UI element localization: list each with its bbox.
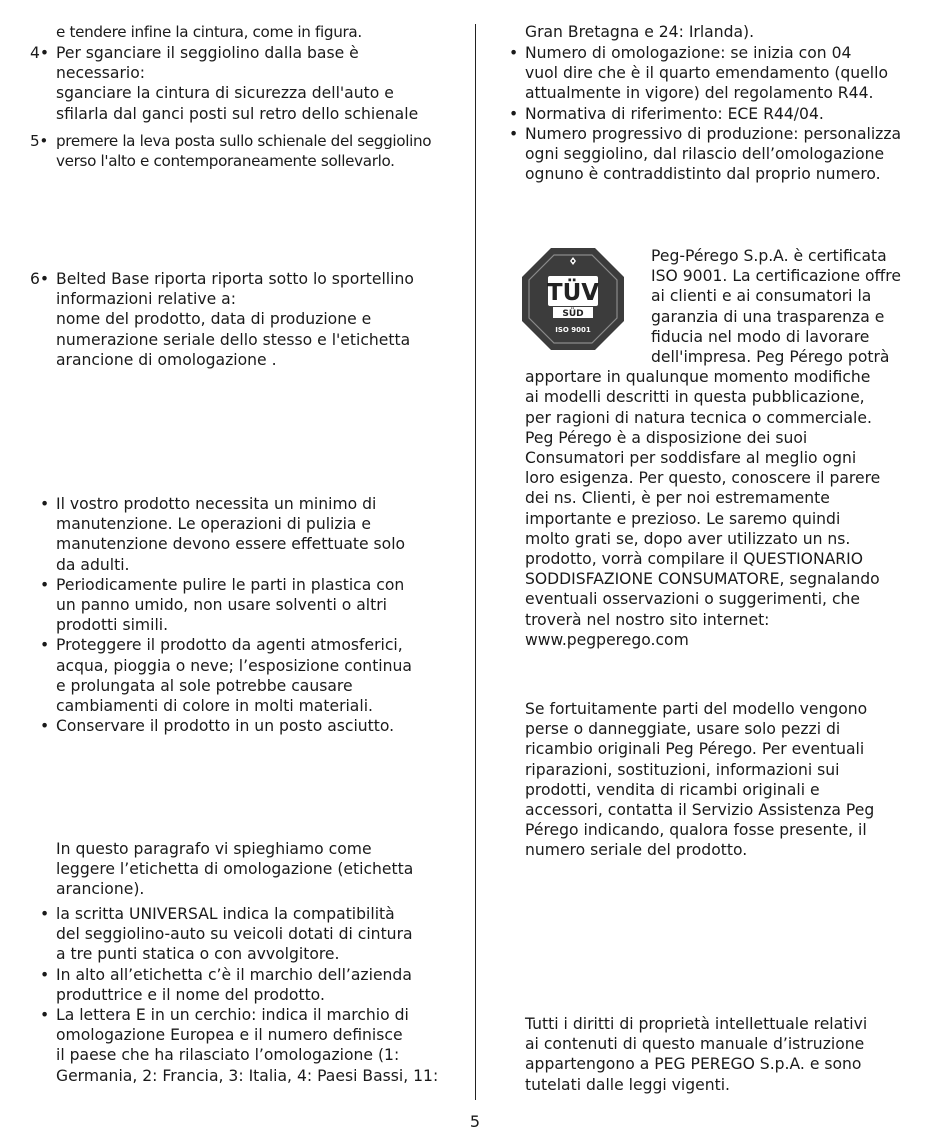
text-line: ai contenuti di questo manuale d’istruzione [525,1035,865,1054]
text-line: Periodicamente pulire le parti in plastica con [56,575,405,594]
text-line: Germania, 2: Francia, 3: Italia, 4: Paesi Bassi, 11: [56,1066,439,1085]
text-line: sganciare la cintura di sicurezza dell'auto e [56,84,394,103]
certification-text [525,246,945,650]
list-item [40,904,470,965]
text-line: ricambio originali Peg Pérego. Per eventuali [525,740,865,759]
homologation-list [509,43,945,184]
spare-parts-text [525,699,945,861]
text-line: attualmente in vigore) del regolamento R44. [525,84,874,103]
text-line: Il vostro prodotto necessita un minimo di [56,495,377,513]
text-line: prodotto, vorrà compilare il QUESTIONARIO [525,550,863,569]
text-line: ai clienti e ai consumatori la [651,287,872,306]
step-6-marker: 6• [30,270,50,288]
step-6 [30,269,470,370]
text-line: Tutti i diritti di proprietà intellettuale relativi [525,1015,868,1033]
text-line: Conservare il prodotto in un posto asciutto. [56,717,395,736]
bullet-icon: • [40,1006,50,1025]
text-line: importante e prezioso. Le saremo quindi [525,509,841,528]
text-line: Normativa di riferimento: ECE R44/04. [525,104,824,123]
text-line: manutenzione. Le operazioni di pulizia e [56,515,372,534]
text-line: acqua, pioggia o neve; l’esposizione continua [56,656,412,675]
text-line: necessario: [56,64,145,83]
text-line: sfilarla dal ganci posti sul retro dello schienale [56,104,419,123]
step-4 [30,43,470,124]
text-line: Proteggere il prodotto da agenti atmosferici, [56,636,403,655]
label-intro [56,839,470,900]
text-line: SODDISFAZIONE CONSUMATORE, segnalando [525,570,880,589]
step-6-text [56,269,470,370]
bullet-icon: • [40,575,50,594]
text-line: prodotti simili. [56,616,169,635]
text-line: dell'impresa. Peg Pérego potrà [651,348,890,367]
text-line: manutenzione devono essere effettuate solo [56,535,406,554]
text-line: ISO 9001. La certificazione offre [651,267,901,286]
copyright-text [525,1014,945,1095]
text-line: Numero di omologazione: se inizia con 04 [525,44,852,62]
text-line: Belted Base riporta riporta sotto lo sportellino [56,270,414,288]
text-line: garanzia di una trasparenza e [651,307,885,326]
text-line: molto grati se, dopo aver utilizzato un ns. [525,529,851,548]
bullet-icon: • [509,44,519,62]
list-item [509,124,945,185]
list-item [40,965,470,1005]
text-line: riparazioni, sostituzioni, informazioni sui [525,760,840,779]
text-line: appartengono a PEG PEREGO S.p.A. e sono [525,1055,862,1074]
tuv-cert: ISO 9001 [555,326,591,334]
text-line: produttrice e il nome del prodotto. [56,985,325,1004]
bullet-icon: • [509,104,519,123]
text-line: il paese che ha rilasciato l’omologazione (1: [56,1046,400,1065]
text-line: loro esigenza. Per questo, conoscere il parere [525,469,881,488]
text-line: Consumatori per soddisfare al meglio ogni [525,449,857,468]
tuv-sub: SÜD [562,309,584,319]
text-line: arancione). [56,880,145,899]
text-line: Peg Pérego è a disposizione dei suoi [525,428,808,447]
text-line: troverà nel nostro sito internet: [525,610,770,629]
text-line: ognuno è contraddistinto dal proprio numero. [525,165,881,184]
list-item [40,716,470,736]
text-line: Per sganciare il seggiolino dalla base è [56,44,359,62]
step-4-text [56,43,470,124]
text-line: La lettera E in un cerchio: indica il marchio di [56,1006,409,1025]
list-item [40,494,470,575]
text-line: perse o danneggiate, usare solo pezzi di [525,720,841,739]
bullet-icon: • [509,124,519,143]
text-line: vuol dire che è il quarto emendamento (quello [525,64,888,83]
text-line: numerazione seriale dello stesso e l'etichetta [56,330,411,349]
text-line: leggere l’etichetta di omologazione (etichetta [56,860,414,879]
bullet-icon: • [40,636,50,655]
list-item [40,635,470,716]
maintenance-list [40,494,470,736]
list-item [509,43,945,104]
text-line: Pérego indicando, qualora fosse presente, il [525,821,867,840]
page-number: 5 [469,1112,481,1131]
list-item [40,1005,470,1086]
text-line: a tre punti statica o con avvolgitore. [56,945,340,964]
text-line: Se fortuitamente parti del modello vengono [525,700,868,718]
bullet-icon: • [40,717,50,736]
label-points-list [40,904,470,1086]
text-line: la scritta UNIVERSAL indica la compatibilità [56,905,395,923]
bullet-icon: • [40,965,50,984]
text-line: arancione di omologazione . [56,350,277,369]
text-line: dei ns. Clienti, è per noi estremamente [525,489,830,508]
text-line: del seggiolino-auto su veicoli dotati di cintura [56,925,413,944]
text-line: eventuali osservazioni o suggerimenti, che [525,590,860,609]
list-item [509,104,945,124]
bullet-icon: • [40,495,50,513]
text-line: per ragioni di natura tecnica o commerciale. [525,408,872,427]
text-line: ogni seggiolino, dal rilascio dell’omologazione [525,145,885,164]
text-line: omologazione Europea e il numero definisce [56,1026,403,1045]
intro-line: e tendere infine la cintura, come in figura. [56,23,362,41]
step-5-marker: 5• [30,132,48,150]
text-line: cambiamenti di colore in molti materiali. [56,697,373,716]
text-line: da adulti. [56,555,130,574]
step-5-text [56,131,470,171]
column-divider [475,24,476,1100]
text-line: tutelati dalle leggi vigenti. [525,1075,731,1094]
step-5 [30,131,470,171]
text-line: In questo paragrafo vi spieghiamo come [56,840,372,858]
text-line: e prolungata al sole potrebbe causare [56,676,353,695]
text-line: verso l'alto e contemporaneamente sollevarlo. [56,152,395,170]
bullet-icon: • [40,905,50,923]
text-line: informazioni relative a: [56,290,236,309]
text-line: fiducia nel modo di lavorare [651,327,870,346]
list-item [40,575,470,636]
text-line: un panno umido, non usare solventi o altri [56,596,387,615]
text-line: prodotti, vendita di ricambi originali e [525,780,820,799]
text-line: Numero progressivo di produzione: personalizza [525,124,902,143]
text-line: numero seriale del prodotto. [525,841,748,860]
text-line: ai modelli descritti in questa pubblicazione, [525,388,865,407]
step-4-marker: 4• [30,44,50,62]
text-line: Peg-Pérego S.p.A. è certificata [651,247,887,265]
continuation-line: Gran Bretagna e 24: Irlanda). [525,23,755,41]
text-line: nome del prodotto, data di produzione e [56,310,372,329]
text-line: accessori, contatta il Servizio Assistenza Peg [525,801,875,820]
text-line: premere la leva posta sullo schienale del seggiolino [56,132,432,150]
text-line: In alto all’etichetta c’è il marchio dell’azienda [56,965,412,984]
website-link[interactable]: www.pegperego.com [525,630,689,649]
text-line: apportare in qualunque momento modifiche [525,368,871,387]
tuv-brand: TÜV [546,280,600,306]
